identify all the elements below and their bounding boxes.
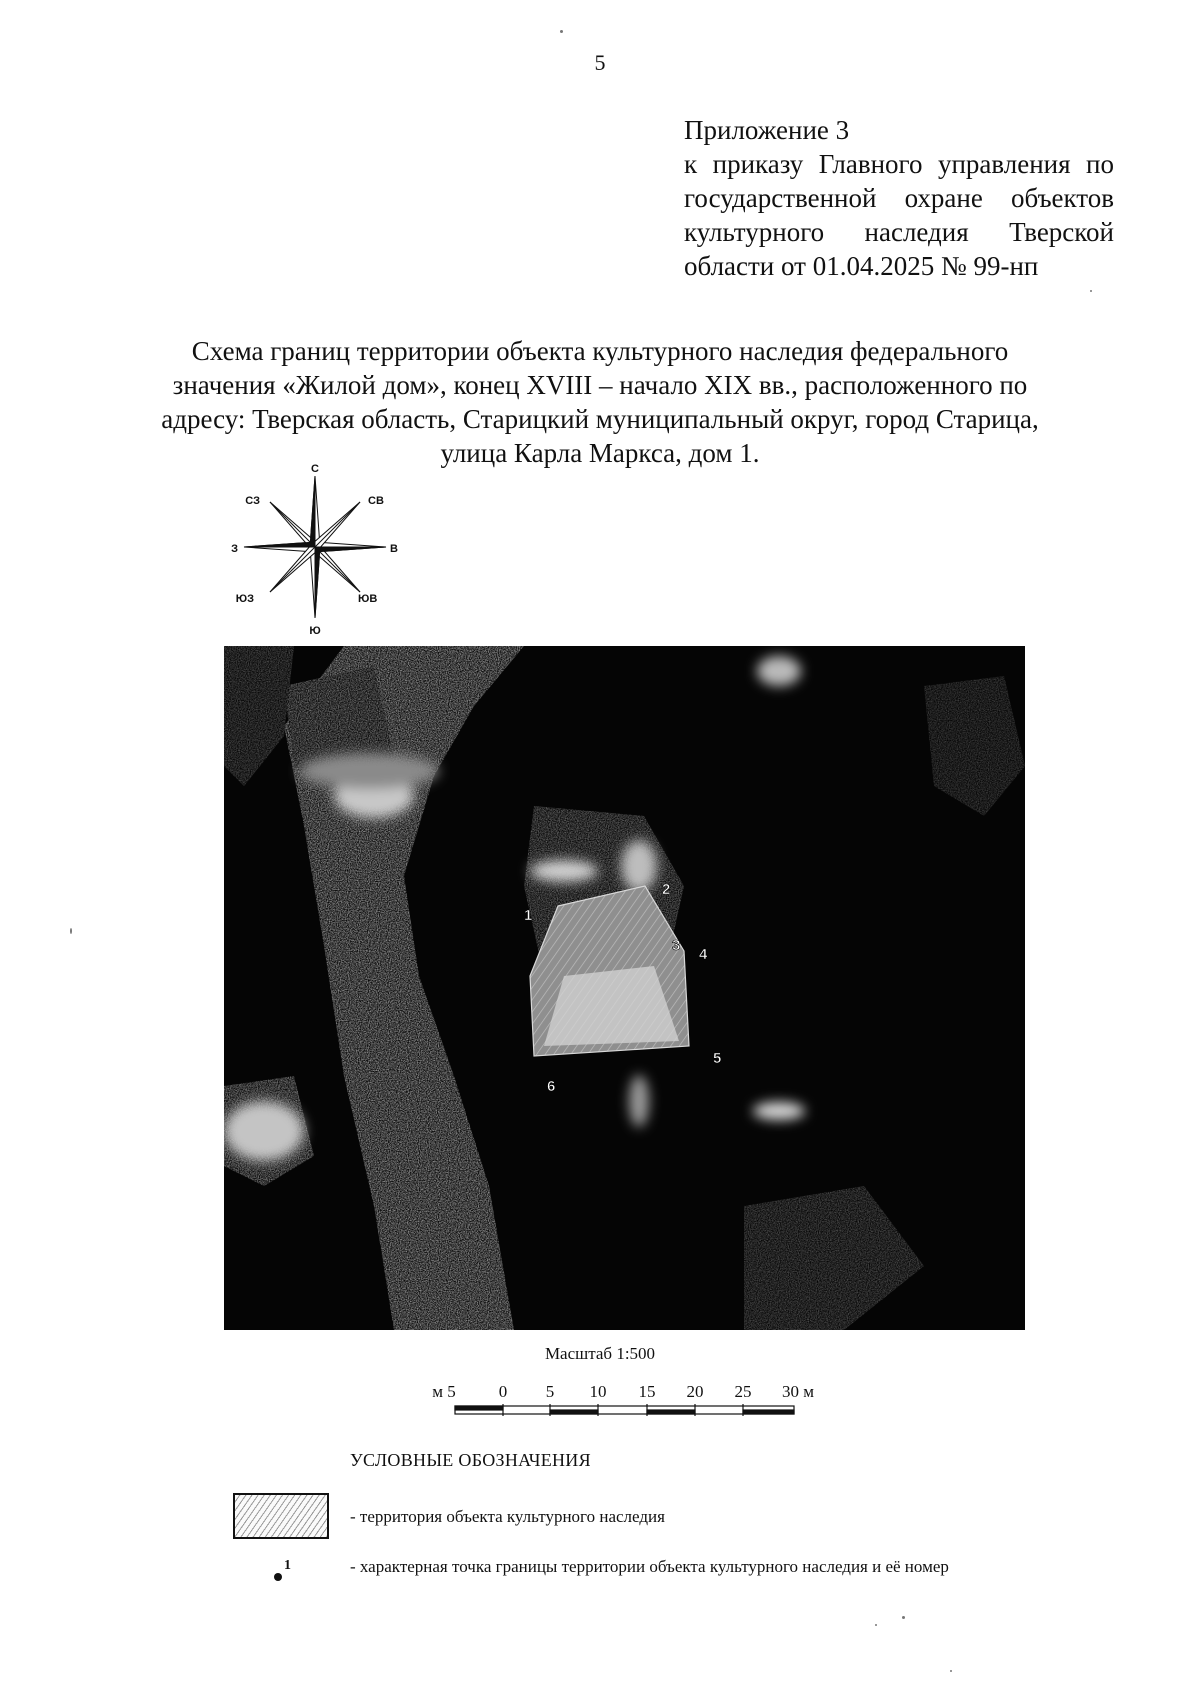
boundary-point-label: 6: [547, 1078, 556, 1095]
appendix-line: Приложение 3: [684, 115, 850, 145]
scale-tick-label: 15: [638, 1382, 656, 1401]
appendix-line: государственной охране объектов: [684, 183, 1114, 213]
map-imagery: [224, 646, 1025, 1330]
document-title: [150, 334, 1050, 470]
scan-speck: [1090, 290, 1092, 292]
compass-se: ЮВ: [358, 593, 378, 605]
boundary-point-label: 2: [662, 881, 671, 898]
scale-bar: [424, 1380, 824, 1424]
boundary-point-label: 4: [699, 946, 708, 963]
compass-ne: СВ: [368, 495, 384, 507]
scale-tick-label: 10: [589, 1382, 607, 1401]
appendix-block: [684, 113, 1114, 283]
scale-tick-label: 0: [498, 1382, 508, 1401]
territory-hatch-swatch: [233, 1493, 329, 1539]
scale-tick-label: 30 м: [781, 1382, 815, 1401]
appendix-line: культурного наследия Тверской: [684, 217, 1114, 247]
appendix-line: области от 01.04.2025 № 99-нп: [684, 251, 1039, 281]
compass-e: В: [390, 543, 398, 555]
compass-nw: СЗ: [245, 495, 260, 507]
scan-speck: [950, 1670, 952, 1672]
compass-s: Ю: [309, 625, 321, 637]
compass-w: З: [231, 543, 238, 555]
scale-tick-label: 20: [686, 1382, 704, 1401]
legend-territory-label: - территория объекта культурного наследия: [350, 1507, 665, 1526]
legend-point-number: 1: [284, 1558, 291, 1573]
scan-speck: [560, 30, 563, 33]
title-line: улица Карла Маркса, дом 1.: [440, 438, 760, 468]
title-line: значения «Жилой дом», конец XVIII – начало XIX вв., расположенного по: [172, 370, 1028, 400]
scale-caption: Масштаб 1:500: [544, 1344, 656, 1363]
page-number: 5: [594, 50, 606, 75]
aerial-map: [224, 646, 1025, 1330]
scale-bar-graphic: [455, 1404, 794, 1416]
scale-tick-label: 5: [545, 1382, 555, 1401]
title-line: адресу: Тверская область, Старицкий муниципальный округ, город Старица,: [161, 404, 1039, 434]
scan-speck: [875, 1624, 877, 1626]
compass-n: С: [311, 463, 319, 475]
boundary-point-label: 1: [524, 907, 533, 924]
legend-point-label: - характерная точка границы территории объекта культурного наследия и её номер: [350, 1557, 949, 1576]
scale-tick-label: 25: [734, 1382, 752, 1401]
title-line: Схема границ территории объекта культурного наследия федерального: [191, 336, 1009, 366]
compass-sw: ЮЗ: [235, 593, 254, 605]
scan-speck: [902, 1616, 905, 1619]
appendix-line: к приказу Главного управления по: [684, 149, 1114, 179]
legend-title: УСЛОВНЫЕ ОБОЗНАЧЕНИЯ: [350, 1450, 591, 1470]
compass-rose-icon: [230, 462, 400, 642]
scan-speck: [70, 928, 72, 934]
scale-tick-label: м 5: [432, 1382, 456, 1401]
boundary-point-label: 3: [672, 937, 681, 954]
boundary-point-marker-icon: [270, 1555, 300, 1585]
boundary-point-label: 5: [713, 1050, 722, 1067]
